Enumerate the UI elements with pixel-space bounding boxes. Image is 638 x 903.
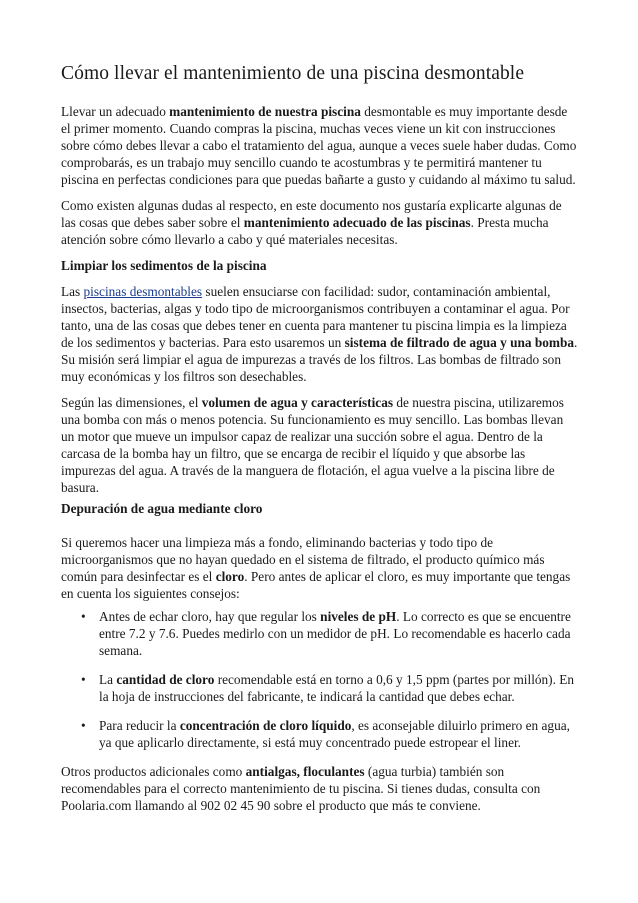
text-run: Como existen algunas dudas al respecto, en este documento nos gustaría explicarte algunas de las cosas que debes saber sobre el (61, 198, 562, 230)
bold-text: volumen de agua y características (201, 395, 394, 410)
bomba-paragraph (61, 394, 578, 496)
bold-text: sistema de filtrado de agua y una bomba (344, 335, 575, 350)
bullet-icon: • (81, 609, 86, 624)
text-run: . Su misión será limpiar el agua de impurezas a través de los filtros. Las bombas de filtrado son muy económicas y los filtros son desechables. (61, 335, 578, 384)
section-heading-sedimentos: Limpiar los sedimentos de la piscina (61, 258, 267, 273)
bold-text: cantidad de cloro (116, 672, 215, 687)
sedimentos-paragraph (61, 283, 578, 385)
bold-text: concentración de cloro líquido (179, 718, 352, 733)
closing-paragraph (61, 763, 578, 814)
second-paragraph (61, 197, 578, 248)
bullet-icon: • (81, 718, 86, 733)
document-title: Cómo llevar el mantenimiento de una piscina desmontable (61, 63, 525, 84)
text-run: (agua turbia) también son recomendables para el correcto mantenimiento de tu piscina. Si tienes dudas, consulta con Poolaria.com llamando al 902 02 45 90 sobre el producto que más te conviene. (61, 764, 541, 813)
bold-text: niveles de pH (320, 609, 397, 624)
text-run: de nuestra piscina, utilizaremos una bomba con más o menos potencia. Su funcionamiento es muy sencillo. Las bombas llevan un motor que mueve un impulsor capaz de realizar una succión sobre el agua. Dentro de la carcasa de la bomba hay un filtro, que se encarga de recibir el líquido y que absorbe las impurezas del agua. A través de la manguera de flotación, el agua vuelve a la piscina libre de basura. (61, 395, 564, 495)
list-item (61, 671, 578, 705)
text-run: Si queremos hacer una limpieza más a fondo, eliminando bacterias y todo tipo de microorganismos que no hayan quedado en el sistema de filtrado, el producto químico más común para desinfectar es el (61, 535, 545, 584)
text-run: Antes de echar cloro, hay que regular los (99, 609, 321, 624)
intro-paragraph (61, 103, 578, 188)
cloro-paragraph (61, 534, 578, 602)
list-item (61, 717, 578, 751)
text-run: . Pero antes de aplicar el cloro, es muy importante que tengas en cuenta los siguientes consejos: (61, 569, 571, 601)
bold-text: cloro (215, 569, 245, 584)
consejos-list (61, 608, 578, 751)
text-run: Las (61, 284, 84, 299)
piscinas-desmontables-link[interactable]: piscinas desmontables (83, 284, 203, 299)
text-run: . Lo correcto es que se encuentre entre 7.2 y 7.6. Puedes medirlo con un medidor de pH. Lo recomendable es hacerlo cada semana. (99, 609, 571, 658)
text-run: Otros productos adicionales como (61, 764, 246, 779)
text-run: recomendable está en torno a 0,6 y 1,5 ppm (partes por millón). En la hoja de instrucciones del fabricante, te indicará la cantidad que debes echar. (99, 672, 575, 704)
text-run: Para reducir la (99, 718, 180, 733)
bold-text: mantenimiento de nuestra piscina (169, 104, 361, 119)
bullet-icon: • (81, 672, 86, 687)
section-heading-cloro: Depuración de agua mediante cloro (61, 501, 263, 516)
text-run: La (99, 672, 117, 687)
bold-text: antialgas, floculantes (245, 764, 365, 779)
text-run: Llevar un adecuado (61, 104, 170, 119)
text-run: suelen ensuciarse con facilidad: sudor, contaminación ambiental, insectos, bacterias, algas y todo tipo de microorganismos contribuyen a contaminar el agua. Por tanto, una de las cosas que debes tener en cuenta para mantener tu piscina limpia es la limpieza de los sedimentos y bacterias. Para esto usaremos un (61, 284, 570, 350)
text-run: desmontable es muy importante desde el primer momento. Cuando compras la piscina, muchas veces viene un kit con instrucciones sobre cómo debes llevar a cabo el tratamiento del agua, aunque a veces suele haber dudas. Como comprobarás, es un trabajo muy sencillo cuando te acostumbras y te permitirá mantener tu piscina en perfectas condiciones para que puedas bañarte a gusto y cuidando al máximo tu salud. (61, 104, 577, 187)
list-item (61, 608, 578, 659)
text-run: , es aconsejable diluirlo primero en agua, ya que aplicarlo directamente, si está muy concentrado puede estropear el liner. (99, 718, 570, 750)
text-run: . Presta mucha atención sobre cómo llevarlo a cabo y qué materiales necesitas. (61, 215, 549, 247)
bold-text: mantenimiento adecuado de las piscinas (243, 215, 471, 230)
text-run: Según las dimensiones, el (61, 395, 202, 410)
